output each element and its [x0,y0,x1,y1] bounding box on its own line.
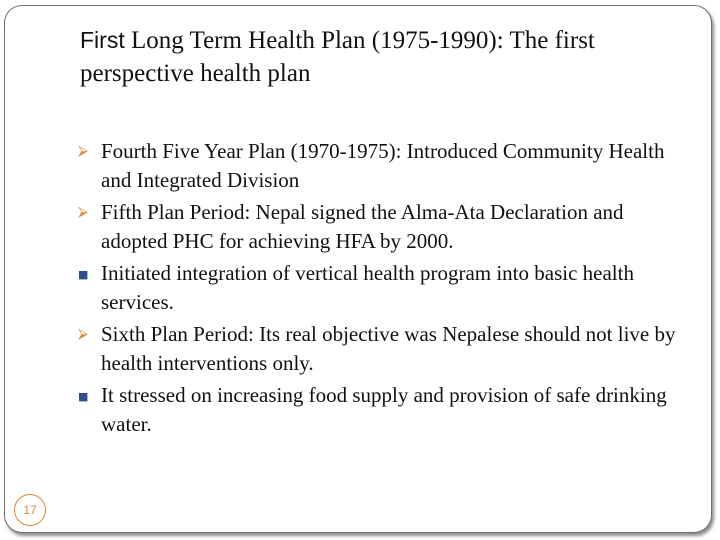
bullet-item [78,259,678,317]
square-bullet-icon: ■ [78,390,89,403]
bullet-item [78,320,678,378]
square-bullet-icon: ■ [78,268,89,281]
arrow-bullet-icon: ⮚ [78,144,88,159]
bullet-text: It stressed on increasing food supply and provision of safe drinking water. [101,383,667,436]
bullet-item [78,198,678,256]
bullet-item [78,137,678,195]
bullet-list [78,137,678,442]
title-text: Long Term Health Plan (1975-1990): The first perspective health plan [80,27,595,87]
slide-title [80,24,690,90]
arrow-bullet-icon: ⮚ [78,205,88,220]
bullet-text: Fourth Five Year Plan (1970-1975): Introduced Community Health and Integrated Division [101,139,665,192]
bullet-text: Sixth Plan Period: Its real objective was Nepalese should not live by health interventions only. [101,322,676,375]
bullet-item [78,381,678,439]
bullet-text: Fifth Plan Period: Nepal signed the Alma-Ata Declaration and adopted PHC for achieving HFA by 2000. [101,200,624,253]
bullet-text: Initiated integration of vertical health program into basic health services. [101,261,634,314]
arrow-bullet-icon: ⮚ [78,327,88,342]
page-number-badge: 17 [14,494,46,526]
title-first-word: First [80,27,125,53]
